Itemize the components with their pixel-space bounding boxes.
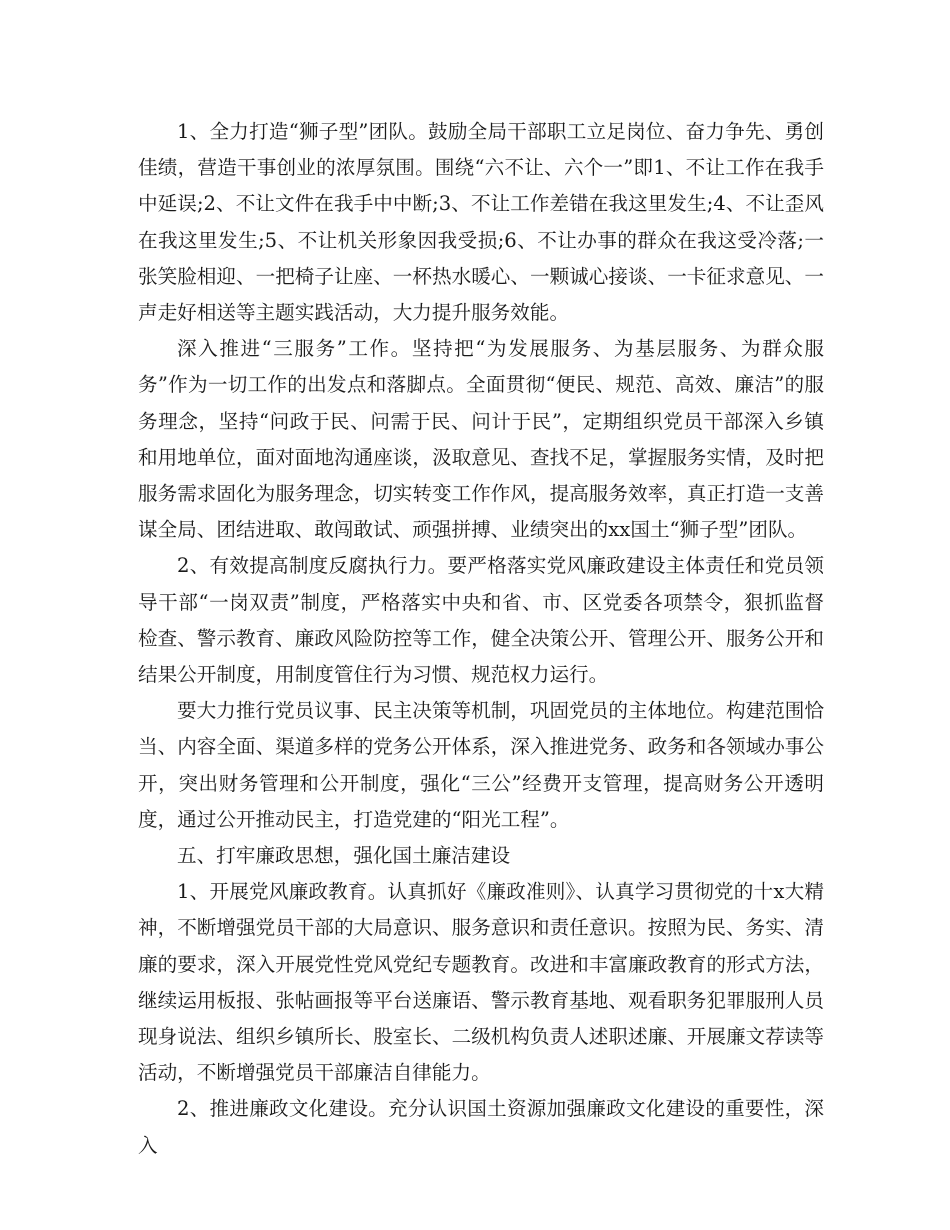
- paragraph-lion-team: 1、全力打造“狮子型”团队。鼓励全局干部职工立足岗位、奋力争先、勇创佳绩，营造干事创业的浓厚氛围。围绕“六不让、六个一”即1、不让工作在我手中延误;2、不让文件在我手中中断;3、不让工作差错在我这里发生;4、不让歪风在我这里发生;5、不让机关形象因我受损;6、不让办事的群众在我这受冷落;一张笑脸相迎、一把椅子让座、一杯热水暖心、一颗诚心接谈、一卡征求意见、一声走好相送等主题实践活动，大力提升服务效能。: [138, 120, 824, 325]
- paragraph-integrity-education: 1、开展党风廉政教育。认真抓好《廉政准则》、认真学习贯彻党的十x大精神，不断增强党员干部的大局意识、服务意识和责任意识。按照为民、务实、清廉的要求，深入开展党性党风党纪专题教育。改进和丰富廉政教育的形式方法，继续运用板报、张帖画报等平台送廉语、警示教育基地、观看职务犯罪服刑人员现身说法、组织乡镇所长、股室长、二级机构负责人述职述廉、开展廉文荐读等活动，不断增强党员干部廉洁自律能力。: [138, 880, 824, 1085]
- section-heading-five: 五、打牢廉政思想，强化国土廉洁建设: [177, 844, 511, 868]
- paragraph-integrity-culture: 2、推进廉政文化建设。充分认识国土资源加强廉政文化建设的重要性，深入: [138, 1097, 824, 1157]
- paragraph-three-services: 深入推进“三服务”工作。坚持把“为发展服务、为基层服务、为群众服务”作为一切工作的出发点和落脚点。全面贯彻“便民、规范、高效、廉洁”的服务理念，坚持“问政于民、问需于民、问计于民”，定期组织党员干部深入乡镇和用地单位，面对面地沟通座谈，汲取意见、查找不足，掌握服务实情，及时把服务需求固化为服务理念，切实转变工作作风，提高服务效率，真正打造一支善谋全局、团结进取、敢闯敢试、顽强拼搏、业绩突出的xx国土“狮子型”团队。: [138, 337, 824, 542]
- document-body: [138, 114, 824, 1164]
- paragraph-anti-corruption-system: 2、有效提高制度反腐执行力。要严格落实党风廉政建设主体责任和党员领导干部“一岗双责”制度，严格落实中央和省、市、区党委各项禁令，狠抓监督检查、警示教育、廉政风险防控等工作，健全决策公开、管理公开、服务公开和结果公开制度，用制度管住行为习惯、规范权力运行。: [138, 554, 824, 687]
- paragraph-party-affairs-openness: 要大力推行党员议事、民主决策等机制，巩固党员的主体地位。构建范围恰当、内容全面、渠道多样的党务公开体系，深入推进党务、政务和各领域办事公开，突出财务管理和公开制度，强化“三公”经费开支管理，提高财务公开透明度，通过公开推动民主，打造党建的“阳光工程”。: [138, 699, 824, 831]
